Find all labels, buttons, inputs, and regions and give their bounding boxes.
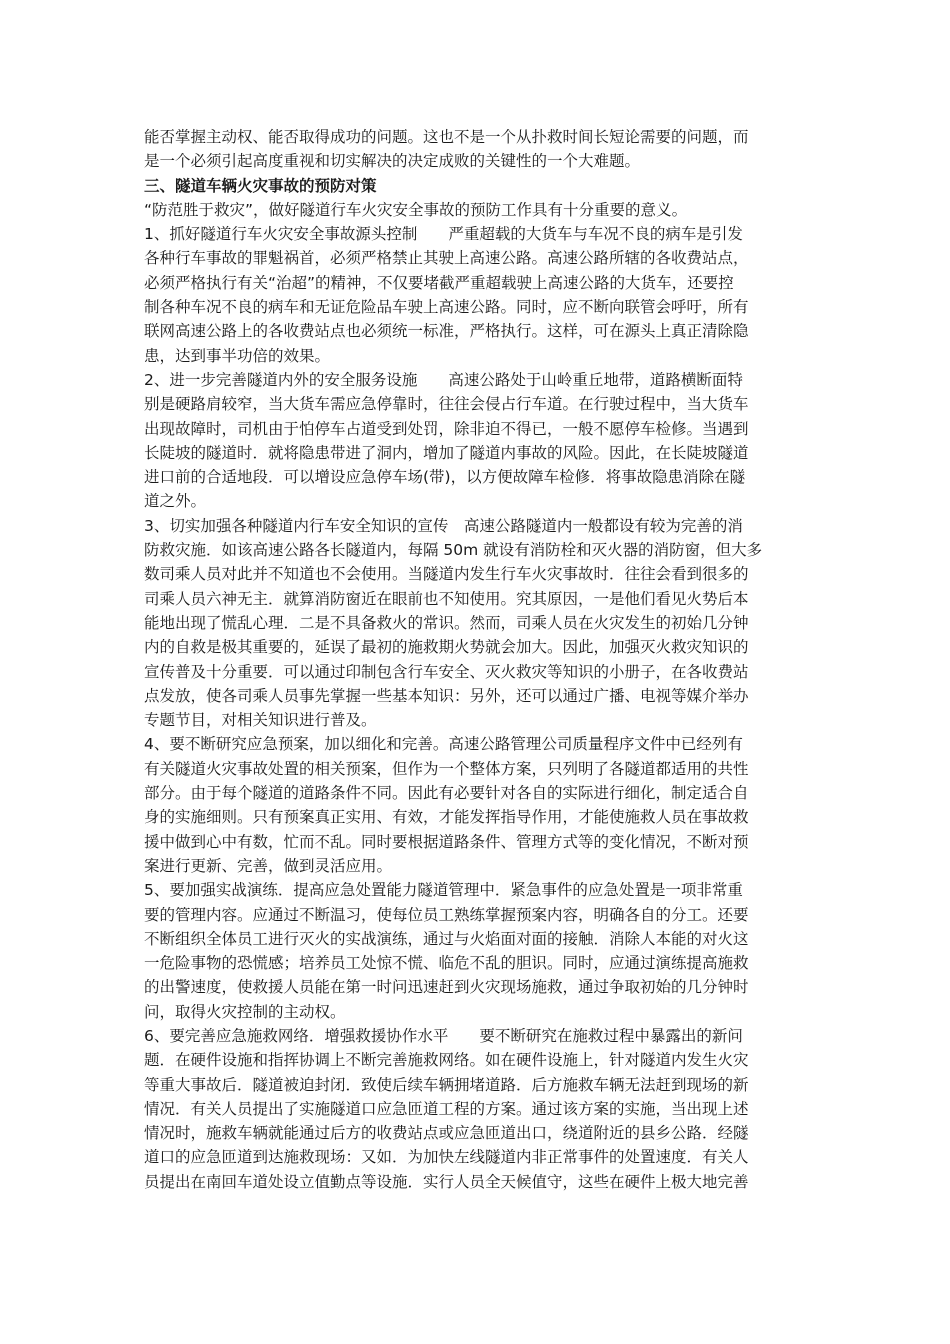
text-line: 题．在硬件设施和指挥协调上不断完善施救网络。如在硬件设施上，针对隧道内发生火灾: [144, 1051, 749, 1070]
text-line: 内的自救是极其重要的，延误了最初的施救期火势就会加大。因此，加强灭火救灾知识的: [144, 638, 749, 657]
text-line: “防范胜于救灾”，做好隧道行车火灾安全事故的预防工作具有十分重要的意义。: [144, 200, 688, 219]
text-line: 1、抓好隧道行车火灾安全事故源头控制 严重超载的大货车与车况不良的病车是引发: [144, 225, 743, 244]
text-line: 5、要加强实战演练．提高应急处置能力隧道管理中．紧急事件的应急处置是一项非常重: [144, 881, 743, 900]
text-line: 别是硬路肩较窄，当大货车需应急停靠时，往往会侵占行车道。在行驶过程中，当大货车: [144, 395, 749, 414]
text-line: 不断组织全体员工进行灭火的实战演练，通过与火焰面对面的接触．消除人本能的对火这: [144, 929, 749, 948]
text-line: 制各种车况不良的病车和无证危险品车驶上高速公路。同时，应不断向联管会呼吁，所有: [144, 298, 749, 317]
text-line: 进口前的合适地段．可以增设应急停车场(带)，以方便故障车检修．将事故隐患消除在隧: [144, 468, 746, 487]
text-line: 司乘人员六神无主．就算消防窗近在眼前也不知使用。究其原因，一是他们看见火势后本: [144, 589, 749, 608]
section-heading: 三、隧道车辆火灾事故的预防对策: [144, 176, 377, 195]
text-line: 数司乘人员对此并不知道也不会使用。当隧道内发生行车火灾事故时．往往会看到很多的: [144, 565, 749, 584]
text-line: 能否掌握主动权、能否取得成功的问题。这也不是一个从扑救时间长短论需要的问题，而: [144, 128, 749, 146]
text-line: 情况时，施救车辆就能通过后方的收费站点或应急匝道出口，绕道附近的县乡公路．经隧: [144, 1124, 749, 1143]
text-line: 员提出在南回车道处设立值勤点等设施．实行人员全天候值守，这些在硬件上极大地完善: [144, 1172, 749, 1191]
text-line: 点发放，使各司乘人员事先掌握一些基本知识：另外，还可以通过广播、电视等媒介举办: [144, 686, 749, 705]
text-line: 2、进一步完善隧道内外的安全服务设施 高速公路处于山岭重丘地带，道路横断面特: [144, 370, 743, 389]
text-line: 援中做到心中有数，忙而不乱。同时要根据道路条件、管理方式等的变化情况，不断对预: [144, 832, 749, 851]
text-line: 6、要完善应急施救网络．增强救援协作水平 要不断研究在施救过程中暴露出的新问: [144, 1026, 743, 1045]
text-line: 有关隧道火灾事故处置的相关预案，但作为一个整体方案，只列明了各隧道都适用的共性: [144, 759, 749, 778]
text-line: 情况．有关人员提出了实施隧道口应急匝道工程的方案。通过该方案的实施，当出现上述: [144, 1099, 749, 1118]
document-body: [144, 125, 808, 1194]
text-line: 患，达到事半功倍的效果。: [144, 346, 331, 365]
text-line: 联网高速公路上的各收费站点也必须统一标准，严格执行。这样，可在源头上真正清除隐: [144, 322, 749, 341]
text-line: 部分。由于每个隧道的道路条件不同。因此有必要针对各自的实际进行细化，制定适合自: [144, 784, 749, 803]
text-line: 专题节目，对相关知识进行普及。: [144, 711, 377, 730]
text-line: 3、切实加强各种隧道内行车安全知识的宣传 高速公路隧道内一般都设有较为完善的消: [144, 516, 743, 535]
text-line: 必须严格执行有关“治超”的精神，不仅要堵截严重超载驶上高速公路的大货车，还要控: [144, 273, 734, 292]
text-line: 4、要不断研究应急预案，加以细化和完善。高速公路管理公司质量程序文件中已经列有: [144, 735, 743, 754]
text-line: 长陡坡的隧道时．就将隐患带进了洞内，增加了隧道内事故的风险。因此，在长陡坡隧道: [144, 443, 749, 462]
text-line: 的出警速度，使救援人员能在第一时问迅速赶到火灾现场施救，通过争取初始的几分钟时: [144, 978, 749, 997]
text-line: 等重大事故后．隧道被迫封闭．致使后续车辆拥堵道路．后方施救车辆无法赶到现场的新: [144, 1075, 749, 1094]
text-line: 能地出现了慌乱心理．二是不具备救火的常识。然而，司乘人员在火灾发生的初始几分钟: [144, 613, 749, 632]
text-line: 防救灾施．如该高速公路各长隧道内，每隔 50m 就设有消防栓和灭火器的消防窗，但大多: [144, 541, 763, 560]
text-line: 出现故障时，司机由于怕停车占道受到处罚，除非迫不得已，一般不愿停车检修。当遇到: [144, 419, 749, 438]
text-line: 是一个必须引起高度重视和切实解决的决定成败的关键性的一个大难题。: [144, 152, 641, 171]
text-line: 宣传普及十分重要．可以通过印制包含行车安全、灭火救灾等知识的小册子，在各收费站: [144, 662, 749, 681]
text-line: 案进行更新、完善，做到灵活应用。: [144, 856, 393, 875]
text-line: 各种行车事故的罪魁祸首，必须严格禁止其驶上高速公路。高速公路所辖的各收费站点，: [144, 249, 749, 268]
text-line: 问，取得火灾控制的主动权。: [144, 1002, 346, 1021]
text-line: 道口的应急匝道到达施救现场：又如．为加快左线隧道内非正常事件的处置速度．有关人: [144, 1148, 749, 1167]
text-line: 要的管理内容。应通过不断温习，使每位员工熟练掌握预案内容，明确各自的分工。还要: [144, 905, 749, 924]
text-line: 道之外。: [144, 492, 207, 511]
text-line: 一危险事物的恐慌感；培养员工处惊不慌、临危不乱的胆识。同时，应通过演练提高施救: [144, 954, 749, 973]
text-line: 身的实施细则。只有预案真正实用、有效，才能发挥指导作用，才能使施救人员在事故救: [144, 808, 749, 827]
